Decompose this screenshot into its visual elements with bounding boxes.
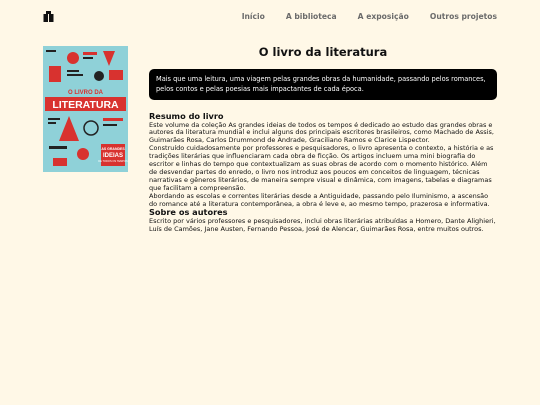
authors-paragraph: Escrito por vários professores e pesquisadores, inclui obras literárias atribuídas a Homero, Dante Alighieri, Luís de Camões, Jane Austen, Fernando Pessoa, José de Alencar, Guimarães Rosa, entre muitos outros. [149, 216, 496, 233]
nav-link-inicio[interactable]: Início [241, 12, 265, 21]
nav-link-biblioteca[interactable]: A biblioteca [285, 12, 337, 21]
authors-heading: Sobre os autores [149, 207, 228, 218]
cover-top-text: O LIVRO DA [67, 90, 104, 96]
page-title: O livro da literatura [258, 45, 388, 59]
summary-paragraph-1: Este volume da coleção As grandes ideias de todos os tempos é dedicado ao estudo das grandes obras e autores da literatura mundial e inclui alguns dos principais escritores brasileiros, como Machado de Assis, Guimarães Rosa, Carlos Drummond de Andrade, Graciliano Ramos e Clarice Lispector. [149, 120, 494, 145]
book-cover-image [43, 46, 128, 172]
summary-paragraph-2: Construído cuidadosamente por professores e pesquisadores, o livro apresenta o contexto, a história e as tradições literárias que influenciaram cada obra de ficção. Os artigos incluem uma mini biografia do escritor e linhas do tempo que contextualizam as suas obras de acordo com o momento histórico. Além de desvendar partes do enredo, o livro nos introduz aos poucos em conceitos de linguagem, técnicas narrativas e gêneros literários, de maneira sempre visual e dinâmica, com imagens, tabelas e diagramas que facilitam a compreensão. [149, 144, 494, 192]
main-nav [242, 12, 497, 21]
cover-title-text: LITERATURA [52, 99, 119, 111]
intro-banner: Mais que uma leitura, uma viagem pelas grandes obras da humanidade, passando pelos romances, pelos contos e pelas poesias mais impactantes de cada época. [149, 69, 497, 100]
book-cover-art [43, 46, 128, 172]
cover-badge-line1: AS GRANDES [101, 147, 125, 151]
cover-badge-line3: DE TODOS OS TEMPOS [98, 160, 128, 163]
cover-badge-line2: IDEIAS [102, 153, 124, 159]
summary-heading: Resumo do livro [149, 111, 224, 121]
summary-paragraph-3: Abordando as escolas e correntes literárias desde a Antiguidade, passando pelo Iluminismo, a ascensão do romance até a literatura contemporânea, a obra é leve e, ao mesmo tempo, prazerosa e informativa. [149, 191, 490, 208]
nav-link-outros-projetos[interactable]: Outros projetos [429, 12, 497, 21]
nav-link-exposicao[interactable]: A exposição [357, 12, 409, 21]
books-logo-icon[interactable] [43, 11, 54, 22]
main-content [149, 45, 497, 234]
